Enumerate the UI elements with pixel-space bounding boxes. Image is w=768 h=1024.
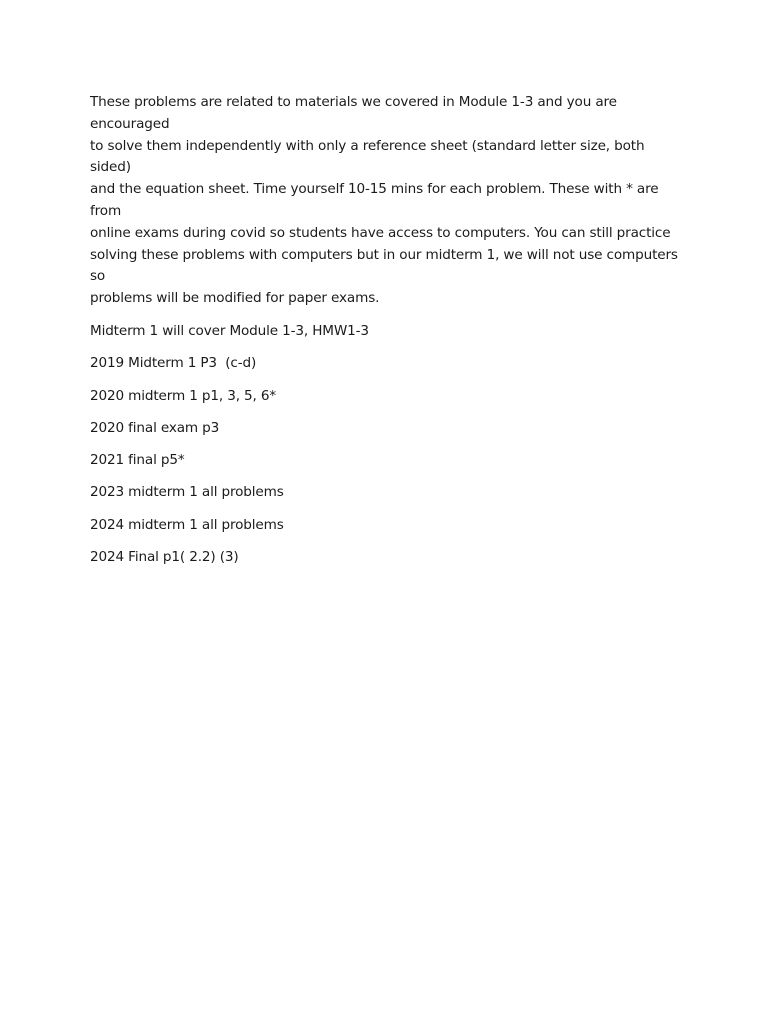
- problem-item: 2019 Midterm 1 P3 (c-d): [90, 355, 257, 372]
- problem-list: [90, 352, 682, 568]
- intro-line: These problems are related to materials we covered in Module 1-3 and you are encouraged: [90, 94, 622, 132]
- intro-line: online exams during covid so students have access to computers. You can still practice: [90, 224, 671, 241]
- intro-line: problems will be modified for paper exams.: [90, 290, 380, 307]
- intro-line: to solve them independently with only a reference sheet (standard letter size, both sided): [90, 137, 649, 176]
- coverage-line: Midterm 1 will cover Module 1-3, HMW1-3: [90, 322, 369, 339]
- document-body: [90, 92, 682, 578]
- problem-item: 2024 midterm 1 all problems: [90, 516, 284, 533]
- problem-item: 2020 midterm 1 p1, 3, 5, 6*: [90, 387, 277, 404]
- problem-item: 2023 midterm 1 all problems: [90, 484, 284, 501]
- problem-item: 2020 final exam p3: [90, 419, 220, 436]
- intro-line: and the equation sheet. Time yourself 10-15 mins for each problem. These with * are from: [90, 181, 663, 219]
- intro-line: solving these problems with computers but in our midterm 1, we will not use computers so: [90, 246, 683, 285]
- intro-paragraph: [90, 92, 682, 310]
- problem-item: 2024 Final p1( 2.2) (3): [90, 549, 239, 566]
- problem-item: 2021 final p5*: [90, 452, 185, 469]
